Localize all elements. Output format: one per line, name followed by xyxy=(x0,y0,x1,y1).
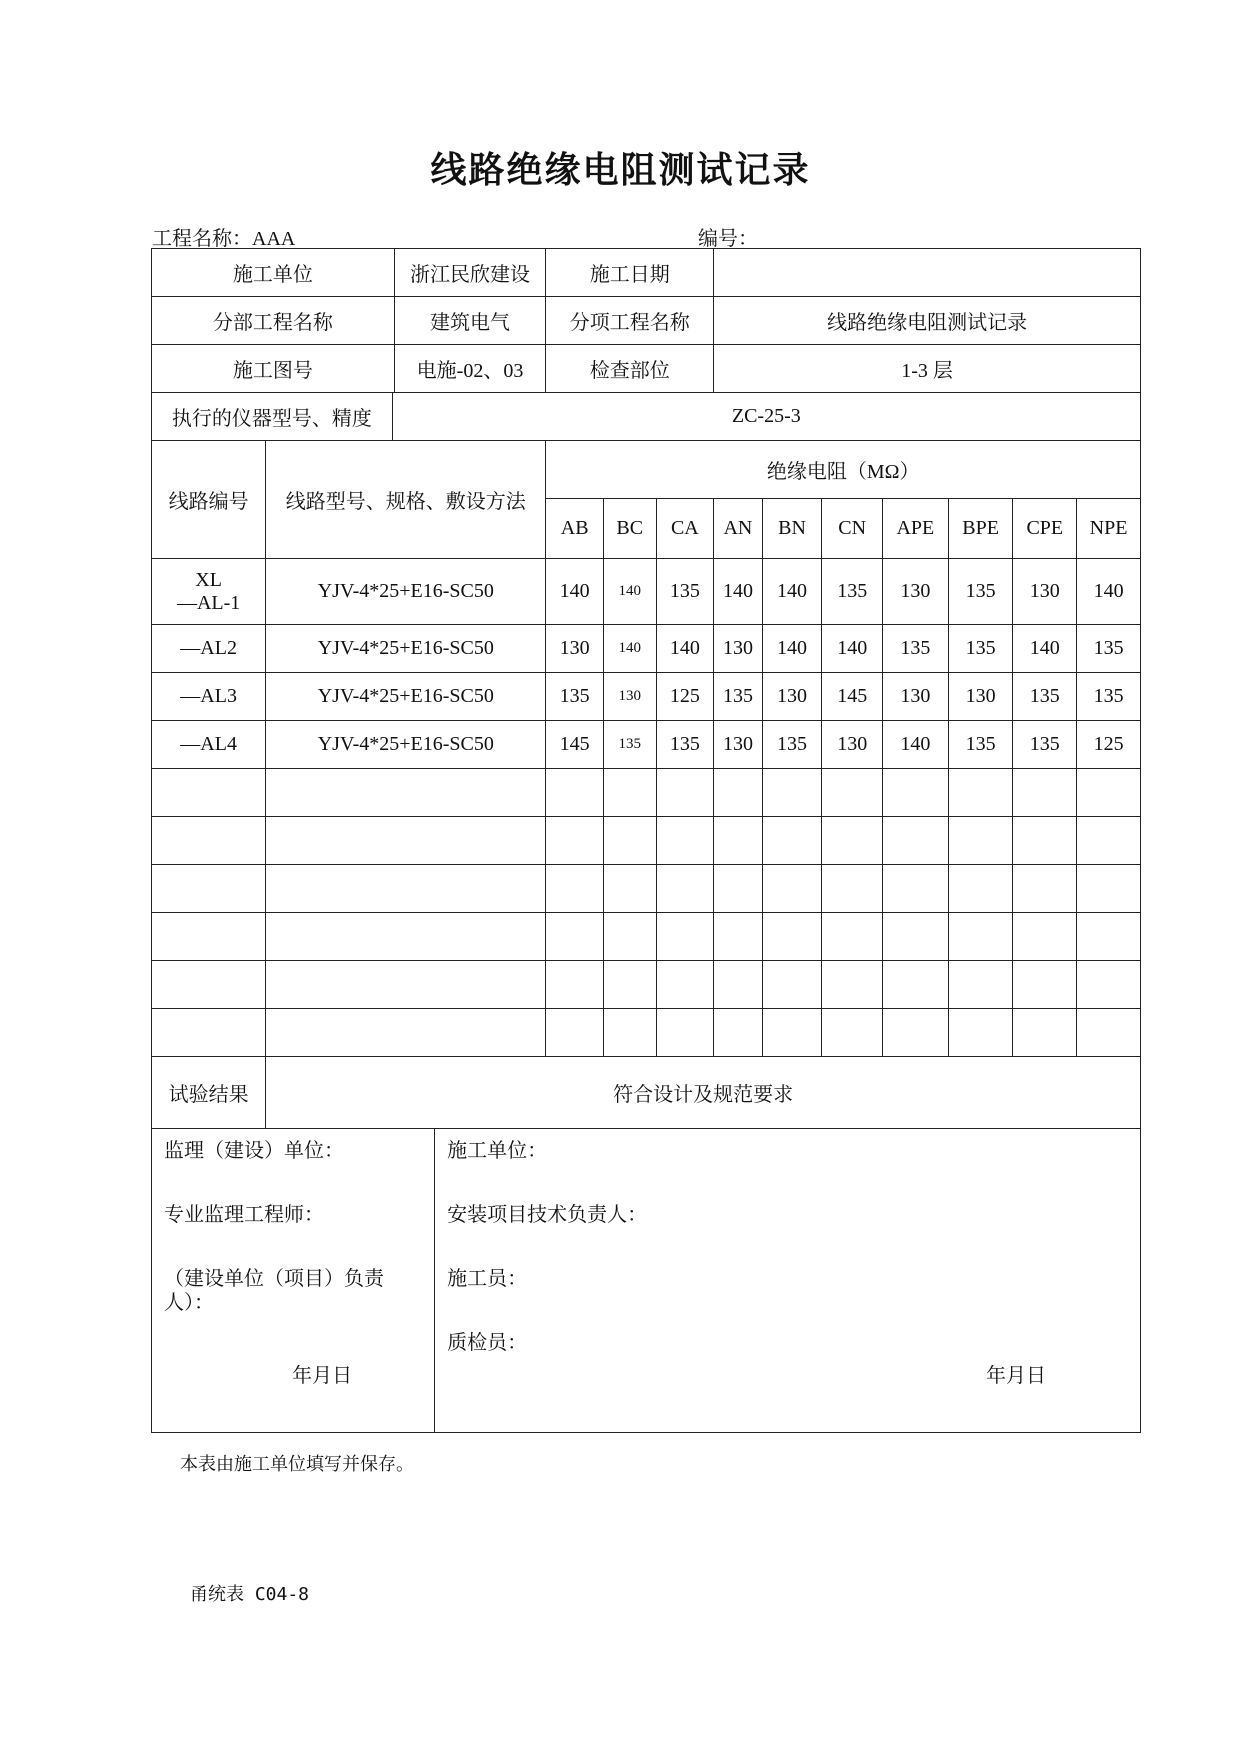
line-number-text: —AL-1 xyxy=(176,591,241,614)
line-no-header: 线路编号 xyxy=(152,441,266,559)
line-number xyxy=(152,721,266,769)
line-number xyxy=(152,625,266,673)
resistance-value: 130 xyxy=(762,673,822,721)
table-row xyxy=(152,673,1141,721)
column-header: BC xyxy=(603,499,656,559)
column-header: CPE xyxy=(1013,499,1077,559)
table-row xyxy=(152,559,1141,625)
line-type: YJV-4*25+E16-SC50 xyxy=(266,721,546,769)
line-type: YJV-4*25+E16-SC50 xyxy=(266,673,546,721)
page-title: 线路绝缘电阻测试记录 xyxy=(430,150,811,191)
resistance-value: 140 xyxy=(883,721,949,769)
resistance-value: 135 xyxy=(948,721,1013,769)
empty-row xyxy=(152,769,1141,817)
form-number: 甬统表 C04-8 xyxy=(190,1584,310,1605)
supervision-engineer: 专业监理工程师： xyxy=(164,1204,324,1226)
result-value: 符合设计及规范要求 xyxy=(266,1057,1141,1129)
site-builder: 施工员： xyxy=(447,1268,528,1290)
line-number-text: —AL2 xyxy=(180,637,237,659)
contractor-signature-block xyxy=(435,1129,1141,1433)
resistance-value: 130 xyxy=(948,673,1013,721)
empty-row xyxy=(152,817,1141,865)
line-number xyxy=(152,673,266,721)
resistance-value: 125 xyxy=(656,673,714,721)
resistance-value: 135 xyxy=(1077,625,1141,673)
result-label: 试验结果 xyxy=(152,1057,266,1129)
line-number xyxy=(152,559,266,625)
column-header: BPE xyxy=(948,499,1013,559)
empty-row xyxy=(152,961,1141,1009)
resistance-value: 135 xyxy=(762,721,822,769)
resistance-value: 130 xyxy=(603,673,656,721)
contractor-date: 年月日 xyxy=(986,1365,1046,1387)
resistance-value: 130 xyxy=(714,625,763,673)
column-header: CA xyxy=(656,499,714,559)
line-number-text: —AL3 xyxy=(180,685,237,707)
supervision-unit: 监理（建设）单位： xyxy=(164,1140,344,1162)
drawing-value: 电施-02、03 xyxy=(394,345,546,393)
resistance-value: 130 xyxy=(822,721,883,769)
supervision-date: 年月日 xyxy=(292,1365,353,1387)
resistance-value: 135 xyxy=(822,559,883,625)
subitem-label: 分项工程名称 xyxy=(546,297,714,345)
line-type-header: 线路型号、规格、敷设方法 xyxy=(266,441,546,559)
contractor-unit: 施工单位： xyxy=(447,1140,548,1162)
empty-row xyxy=(152,913,1141,961)
resistance-value: 130 xyxy=(546,625,604,673)
resistance-value: 145 xyxy=(822,673,883,721)
footnote: 本表由施工单位填写并保存。 xyxy=(180,1454,414,1474)
owner-representative: （建设单位（项目）负责人）： xyxy=(164,1268,384,1314)
resistance-value: 135 xyxy=(948,625,1013,673)
column-header: NPE xyxy=(1077,499,1141,559)
inspect-label: 检查部位 xyxy=(546,345,714,393)
resistance-value: 140 xyxy=(1013,625,1077,673)
table-row xyxy=(152,721,1141,769)
column-header: CN xyxy=(822,499,883,559)
column-header: BN xyxy=(762,499,822,559)
serial-number-label: 编号： xyxy=(698,228,758,250)
resistance-value: 145 xyxy=(546,721,604,769)
resistance-value: 135 xyxy=(656,721,714,769)
resistance-value: 135 xyxy=(1077,673,1141,721)
supervision-signature-block xyxy=(152,1129,435,1433)
resistance-value: 135 xyxy=(546,673,604,721)
resistance-header: 绝缘电阻（MΩ） xyxy=(546,441,1141,499)
drawing-label: 施工图号 xyxy=(152,345,395,393)
empty-row xyxy=(152,865,1141,913)
line-number-text: —AL4 xyxy=(180,733,237,755)
construction-unit-value: 浙江民欣建设 xyxy=(394,249,546,297)
resistance-value: 140 xyxy=(603,559,656,625)
resistance-value: 140 xyxy=(822,625,883,673)
resistance-value: 135 xyxy=(948,559,1013,625)
resistance-value: 140 xyxy=(1077,559,1141,625)
empty-row xyxy=(152,1009,1141,1057)
resistance-value: 130 xyxy=(1013,559,1077,625)
inspect-value: 1-3 层 xyxy=(714,345,1141,393)
line-type: YJV-4*25+E16-SC50 xyxy=(266,559,546,625)
line-number-text: XL xyxy=(195,568,222,591)
project-name: 工程名称：AAA xyxy=(152,228,296,250)
division-label: 分部工程名称 xyxy=(152,297,395,345)
instrument-value: ZC-25-3 xyxy=(392,393,1140,441)
resistance-value: 140 xyxy=(603,625,656,673)
column-header: AN xyxy=(714,499,763,559)
resistance-value: 140 xyxy=(714,559,763,625)
subitem-value: 线路绝缘电阻测试记录 xyxy=(714,297,1141,345)
technical-lead: 安装项目技术负责人： xyxy=(447,1204,648,1226)
resistance-value: 135 xyxy=(603,721,656,769)
resistance-value: 140 xyxy=(546,559,604,625)
table-row xyxy=(152,625,1141,673)
division-value: 建筑电气 xyxy=(394,297,546,345)
resistance-value: 130 xyxy=(714,721,763,769)
resistance-value: 135 xyxy=(1013,721,1077,769)
instrument-label: 执行的仪器型号、精度 xyxy=(152,393,393,441)
resistance-value: 135 xyxy=(656,559,714,625)
column-header: APE xyxy=(883,499,949,559)
resistance-value: 135 xyxy=(883,625,949,673)
line-type: YJV-4*25+E16-SC50 xyxy=(266,625,546,673)
resistance-value: 140 xyxy=(762,559,822,625)
construction-date-value xyxy=(714,249,1141,297)
column-header: AB xyxy=(546,499,604,559)
resistance-value: 140 xyxy=(762,625,822,673)
resistance-value: 135 xyxy=(714,673,763,721)
resistance-value: 125 xyxy=(1077,721,1141,769)
quality-inspector: 质检员： xyxy=(447,1332,528,1354)
resistance-value: 130 xyxy=(883,559,949,625)
resistance-value: 130 xyxy=(883,673,949,721)
construction-unit-label: 施工单位 xyxy=(152,249,395,297)
resistance-value: 140 xyxy=(656,625,714,673)
test-record-table xyxy=(151,248,1141,1433)
construction-date-label: 施工日期 xyxy=(546,249,714,297)
resistance-value: 135 xyxy=(1013,673,1077,721)
